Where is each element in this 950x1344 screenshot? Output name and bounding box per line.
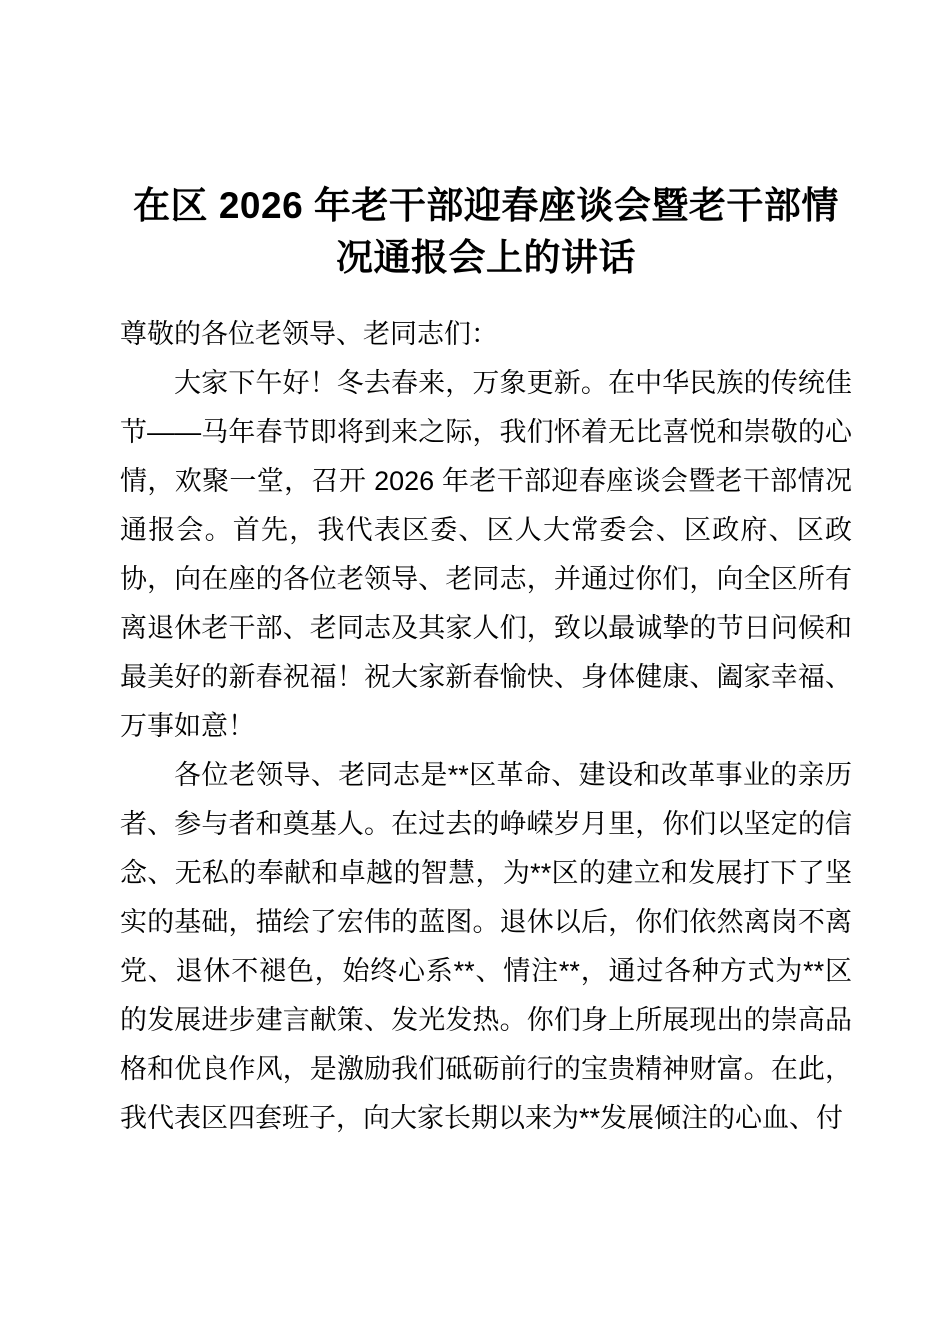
document-title: 在区 2026 年老干部迎春座谈会暨老干部情况通报会上的讲话: [133, 185, 839, 278]
document-body: [120, 310, 852, 1143]
salutation-line: 尊敬的各位老领导、老同志们：: [120, 319, 498, 349]
body-paragraph-1: 大家下午好！冬去春来，万象更新。在中华民族的传统佳节——马年春节即将到来之际，我们怀着无比喜悦和崇敬的心情，欢聚一堂，召开 2026 年老干部迎春座谈会暨老干部情况通报会。首先，我代表区委、区人大常委会、区政府、区政协，向在座的各位老领导、老同志，并通过你们，向全区所有离退休老干部、老同志及其家人们，致以最诚挚的节日问候和最美好的新春祝福！祝大家新春愉快、身体健康、阖家幸福、万事如意！: [120, 368, 852, 741]
body-paragraph-2: 各位老领导、老同志是**区革命、建设和改革事业的亲历者、参与者和奠基人。在过去的峥嵘岁月里，你们以坚定的信念、无私的奉献和卓越的智慧，为**区的建立和发展打下了坚实的基础，描绘了宏伟的蓝图。退休以后，你们依然离岗不离党、退休不褪色，始终心系**、情注**，通过各种方式为**区的发展进步建言献策、发光发热。你们身上所展现出的崇高品格和优良作风，是激励我们砥砺前行的宝贵精神财富。在此，我代表区四套班子，向大家长期以来为**发展倾注的心血、付: [120, 760, 852, 1133]
